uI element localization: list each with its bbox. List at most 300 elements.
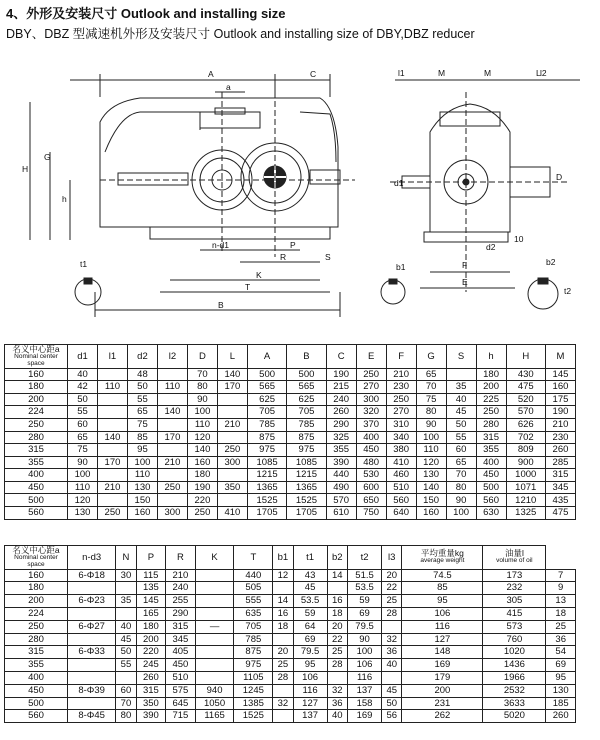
table-cell: 355 <box>5 659 68 672</box>
table-cell <box>195 633 234 646</box>
table-cell <box>157 444 187 457</box>
table-cell: 100 <box>446 507 476 520</box>
table-cell: 565 <box>247 381 286 394</box>
table-cell: 280 <box>476 418 506 431</box>
table-cell: 1215 <box>247 469 286 482</box>
dim-label-A: A <box>208 69 214 79</box>
table-cell: 260 <box>545 444 575 457</box>
table-cell: 75 <box>127 418 157 431</box>
table-cell: 975 <box>234 659 273 672</box>
table-cell: 1050 <box>195 697 234 710</box>
table-row <box>5 697 576 710</box>
table-cell: 45 <box>293 582 327 595</box>
table-cell: 110 <box>68 481 98 494</box>
col-header: G <box>416 345 446 369</box>
table-cell: 53.5 <box>347 582 381 595</box>
table-cell: 785 <box>287 418 326 431</box>
table-cell: 975 <box>287 444 326 457</box>
table-cell: 270 <box>356 381 386 394</box>
table-cell: 405 <box>166 646 196 659</box>
dim-label-S: S <box>325 252 331 262</box>
table-cell: 570 <box>326 494 356 507</box>
table-cell: 355 <box>476 444 506 457</box>
table-cell: 43 <box>293 569 327 582</box>
table-cell: 450 <box>5 684 68 697</box>
table-cell: 280 <box>5 633 68 646</box>
table-cell: 190 <box>545 406 575 419</box>
table-cell: 59 <box>347 595 381 608</box>
table-cell: 315 <box>136 684 166 697</box>
table-cell: 13 <box>546 595 576 608</box>
table-cell: 65 <box>416 368 446 381</box>
table-cell: 635 <box>234 607 273 620</box>
table-cell: 60 <box>446 444 476 457</box>
table-cell <box>195 595 234 608</box>
table-cell: 702 <box>506 431 545 444</box>
dimensions-table-2 <box>4 545 576 723</box>
dim-label-l2: l2 <box>540 68 547 78</box>
dim-label-D: D <box>556 172 563 182</box>
table-cell: 8-Φ39 <box>68 684 116 697</box>
table-cell: 809 <box>506 444 545 457</box>
table-row <box>5 368 576 381</box>
table-cell: 220 <box>187 494 217 507</box>
table-row <box>5 507 576 520</box>
table-cell: 85 <box>127 431 157 444</box>
table-cell: 110 <box>187 418 217 431</box>
col-header-center-space: 名义中心距a Nominal center space <box>5 345 68 369</box>
table-cell: 110 <box>157 381 187 394</box>
col-header: B <box>287 345 326 369</box>
table-cell: 1705 <box>287 507 326 520</box>
table-cell: 450 <box>5 481 68 494</box>
table-cell: 475 <box>506 381 545 394</box>
table-cell: 60 <box>68 418 98 431</box>
table-cell: 69 <box>293 633 327 646</box>
col-header-center-space: 名义中心距a Nominal center space <box>5 546 68 570</box>
table-cell: 245 <box>136 659 166 672</box>
table-cell: 45 <box>382 684 402 697</box>
table-cell: 1705 <box>247 507 286 520</box>
col-header: d1 <box>68 345 98 369</box>
table-cell: 79.5 <box>347 620 381 633</box>
table-cell: 224 <box>5 406 68 419</box>
table-cell: 110 <box>127 469 157 482</box>
table-cell: 573 <box>483 620 546 633</box>
table-cell: 180 <box>187 469 217 482</box>
col-header: C <box>326 345 356 369</box>
dim-label-P: P <box>290 240 296 250</box>
table-row <box>5 620 576 633</box>
table-cell <box>273 710 293 723</box>
table-cell: 130 <box>546 684 576 697</box>
table-cell: 570 <box>506 406 545 419</box>
col-header: d2 <box>127 345 157 369</box>
table-cell: 80 <box>446 481 476 494</box>
table-cell: 140 <box>97 431 127 444</box>
table-cell: 315 <box>545 469 575 482</box>
table-row <box>5 481 576 494</box>
table-cell <box>217 431 247 444</box>
table-cell <box>195 569 234 582</box>
table-cell: 500 <box>247 368 286 381</box>
col-header: b1 <box>273 546 293 570</box>
table-cell: 173 <box>483 569 546 582</box>
table-cell: 435 <box>545 494 575 507</box>
table-cell <box>116 607 136 620</box>
col-header: L <box>217 345 247 369</box>
dim-label-b1: b1 <box>396 262 406 272</box>
dim-label-K: K <box>256 270 262 280</box>
col-header: F <box>386 345 416 369</box>
table-cell: 18 <box>273 620 293 633</box>
table-cell: 95 <box>127 444 157 457</box>
table-cell: 74.5 <box>402 569 483 582</box>
table-cell <box>68 607 116 620</box>
table-cell: 250 <box>356 368 386 381</box>
table-cell: 230 <box>545 431 575 444</box>
table-cell: 140 <box>187 444 217 457</box>
table-cell: 35 <box>116 595 136 608</box>
table-row <box>5 582 576 595</box>
table-cell <box>68 697 116 710</box>
table-cell: 55 <box>127 393 157 406</box>
table-cell: 6-Φ33 <box>68 646 116 659</box>
table-cell: 169 <box>347 710 381 723</box>
dim-label-L: L <box>536 68 541 78</box>
table-cell: 440 <box>326 469 356 482</box>
table-cell: 190 <box>187 481 217 494</box>
table-cell: 1165 <box>195 710 234 723</box>
table-cell: 250 <box>217 444 247 457</box>
table-cell <box>97 406 127 419</box>
table-cell: 1325 <box>506 507 545 520</box>
table-cell: 116 <box>347 671 381 684</box>
table-cell: 1365 <box>247 481 286 494</box>
table-cell: 715 <box>166 710 196 723</box>
table-cell: 65 <box>446 456 476 469</box>
dim-label-R: R <box>280 252 287 262</box>
table-cell: 705 <box>247 406 286 419</box>
table-cell <box>217 469 247 482</box>
table-cell: 18 <box>546 607 576 620</box>
table-cell: 500 <box>287 368 326 381</box>
dim-label-C: C <box>310 69 317 79</box>
table-cell: 625 <box>287 393 326 406</box>
table-cell: 230 <box>386 381 416 394</box>
table-cell: 225 <box>476 393 506 406</box>
table-cell: 165 <box>136 607 166 620</box>
table-cell: 20 <box>273 646 293 659</box>
table-cell: 705 <box>287 406 326 419</box>
dim-label-d1: d1 <box>394 178 404 188</box>
table-cell: 170 <box>97 456 127 469</box>
table-cell: 25 <box>382 595 402 608</box>
table-row <box>5 469 576 482</box>
table-cell: 210 <box>386 368 416 381</box>
table-cell: 450 <box>166 659 196 672</box>
table-cell: 65 <box>68 431 98 444</box>
table-cell: 575 <box>166 684 196 697</box>
col-header: E <box>356 345 386 369</box>
table-cell <box>97 418 127 431</box>
col-header: l3 <box>382 546 402 570</box>
table-cell: 40 <box>68 368 98 381</box>
table-row <box>5 646 576 659</box>
table-cell: 224 <box>5 607 68 620</box>
table-cell: 350 <box>136 697 166 710</box>
table-cell: 95 <box>293 659 327 672</box>
table-cell: 85 <box>402 582 483 595</box>
table-cell: 106 <box>402 607 483 620</box>
table-cell: 16 <box>273 607 293 620</box>
table-cell <box>273 684 293 697</box>
table-cell: 32 <box>382 633 402 646</box>
dim-label-H: H <box>22 164 29 174</box>
table-cell: 42 <box>68 381 98 394</box>
dim-label-t2: t2 <box>564 286 572 296</box>
dim-label-F: F <box>462 260 468 270</box>
table-cell: 60 <box>116 684 136 697</box>
dimensions-table-1 <box>4 344 576 520</box>
table-cell: 231 <box>402 697 483 710</box>
table-cell <box>157 494 187 507</box>
col-header: D <box>187 345 217 369</box>
table-cell: 1210 <box>506 494 545 507</box>
table-cell: 140 <box>416 481 446 494</box>
table-cell: 25 <box>546 620 576 633</box>
table-cell: 290 <box>326 418 356 431</box>
table-cell: 180 <box>136 620 166 633</box>
table-cell: 350 <box>217 481 247 494</box>
table-cell: 90 <box>347 633 381 646</box>
table-cell: 490 <box>326 481 356 494</box>
table-cell: 116 <box>402 620 483 633</box>
table-cell: 70 <box>187 368 217 381</box>
table-cell: 1000 <box>506 469 545 482</box>
table-cell: 14 <box>273 595 293 608</box>
table-cell: 250 <box>5 418 68 431</box>
table-cell: 90 <box>187 393 217 406</box>
table-cell: 560 <box>386 494 416 507</box>
table-row <box>5 671 576 684</box>
table-cell: — <box>195 620 234 633</box>
table-cell: 555 <box>234 595 273 608</box>
table-cell: 120 <box>187 431 217 444</box>
table-cell: 8-Φ45 <box>68 710 116 723</box>
table-cell: 975 <box>247 444 286 457</box>
table-cell: 250 <box>386 393 416 406</box>
table-cell <box>217 494 247 507</box>
table-row <box>5 659 576 672</box>
table-cell: 500 <box>5 494 68 507</box>
col-header: S <box>446 345 476 369</box>
table-cell <box>68 633 116 646</box>
table-cell: 140 <box>157 406 187 419</box>
table-cell: 55 <box>68 406 98 419</box>
dim-label-d2: d2 <box>486 242 496 252</box>
table-cell: 55 <box>446 431 476 444</box>
table-cell: 22 <box>327 633 347 646</box>
table-cell: 875 <box>247 431 286 444</box>
table-cell: 3633 <box>483 697 546 710</box>
table-cell: 345 <box>545 481 575 494</box>
table-cell: 160 <box>416 507 446 520</box>
table-cell: 22 <box>382 582 402 595</box>
table-cell: 95 <box>546 671 576 684</box>
table-cell: 106 <box>293 671 327 684</box>
table-cell: 180 <box>476 368 506 381</box>
table-cell: 148 <box>402 646 483 659</box>
table-cell: 560 <box>5 507 68 520</box>
table-cell <box>382 620 402 633</box>
table-cell: 300 <box>157 507 187 520</box>
table-cell: 36 <box>382 646 402 659</box>
table-cell: 160 <box>5 569 68 582</box>
table-cell: 130 <box>416 469 446 482</box>
table-cell: 785 <box>234 633 273 646</box>
table-cell: 1525 <box>234 710 273 723</box>
table-cell: 50 <box>446 418 476 431</box>
table-cell: 40 <box>446 393 476 406</box>
table-cell: 80 <box>187 381 217 394</box>
table-cell: 35 <box>446 381 476 394</box>
table-cell: 1525 <box>287 494 326 507</box>
table-cell <box>273 633 293 646</box>
table-cell: 75 <box>416 393 446 406</box>
table-cell: 325 <box>326 431 356 444</box>
table-cell <box>157 393 187 406</box>
table-cell: 50 <box>116 646 136 659</box>
col-header: b2 <box>327 546 347 570</box>
table-cell: 53.5 <box>293 595 327 608</box>
table-cell: 200 <box>136 633 166 646</box>
table-cell: 120 <box>416 456 446 469</box>
table-cell: 28 <box>327 659 347 672</box>
table-cell: 1966 <box>483 671 546 684</box>
dim-label-G: G <box>44 152 51 162</box>
table-cell: 505 <box>234 582 273 595</box>
table-cell: 20 <box>382 569 402 582</box>
dim-label-M2: M <box>484 68 492 78</box>
table-cell: 145 <box>136 595 166 608</box>
table-cell: 2532 <box>483 684 546 697</box>
table-cell: 250 <box>476 406 506 419</box>
table-cell: 370 <box>356 418 386 431</box>
col-header-weight: 平均重量kg average weight <box>402 546 483 570</box>
table-cell: 25 <box>327 646 347 659</box>
table-cell: 610 <box>326 507 356 520</box>
table-cell <box>382 671 402 684</box>
table-cell: 100 <box>187 406 217 419</box>
table-cell: 14 <box>327 569 347 582</box>
table-cell: 315 <box>476 431 506 444</box>
table-cell: 6-Φ23 <box>68 595 116 608</box>
table-row <box>5 710 576 723</box>
table-cell: 1525 <box>247 494 286 507</box>
table-row <box>5 418 576 431</box>
table-cell: 100 <box>347 646 381 659</box>
table-cell: 200 <box>5 393 68 406</box>
table-cell: 69 <box>347 607 381 620</box>
dim-label-h: h <box>62 194 67 204</box>
table-row <box>5 569 576 582</box>
table-cell: 12 <box>273 569 293 582</box>
table-cell: 90 <box>416 418 446 431</box>
table-cell: 210 <box>97 481 127 494</box>
table-cell: 875 <box>287 431 326 444</box>
table-cell: 70 <box>116 697 136 710</box>
table-cell: 45 <box>446 406 476 419</box>
table-cell: 160 <box>5 368 68 381</box>
table-row <box>5 456 576 469</box>
table-cell: 6-Φ18 <box>68 569 116 582</box>
table-cell: 305 <box>483 595 546 608</box>
table-cell: 18 <box>327 607 347 620</box>
table-cell: 106 <box>347 659 381 672</box>
table-cell: 290 <box>166 607 196 620</box>
table-cell: 50 <box>382 697 402 710</box>
table-cell <box>97 393 127 406</box>
table-cell: 520 <box>506 393 545 406</box>
table-cell: 270 <box>386 406 416 419</box>
table-cell: 130 <box>127 481 157 494</box>
col-header: P <box>136 546 166 570</box>
table-cell: 170 <box>157 431 187 444</box>
table-cell: 310 <box>386 418 416 431</box>
table-cell: 28 <box>382 607 402 620</box>
table-cell: 250 <box>97 507 127 520</box>
col-header: t2 <box>347 546 381 570</box>
table-cell: 100 <box>416 431 446 444</box>
table-cell <box>195 607 234 620</box>
table-cell: 90 <box>68 456 98 469</box>
table-cell: 500 <box>476 481 506 494</box>
table-cell: 65 <box>127 406 157 419</box>
table-row <box>5 633 576 646</box>
table-cell: 1245 <box>234 684 273 697</box>
table-cell: 116 <box>293 684 327 697</box>
table-cell: 70 <box>446 469 476 482</box>
table-cell: 460 <box>386 469 416 482</box>
table-cell: 20 <box>327 620 347 633</box>
table-cell: 630 <box>476 507 506 520</box>
table-cell: 650 <box>356 494 386 507</box>
table-cell: 75 <box>68 444 98 457</box>
table-cell: 210 <box>545 418 575 431</box>
table-cell <box>157 418 187 431</box>
table-cell: 345 <box>166 633 196 646</box>
table-cell: 135 <box>136 582 166 595</box>
table-cell: 645 <box>166 697 196 710</box>
table-cell: 1436 <box>483 659 546 672</box>
table-cell: 100 <box>68 469 98 482</box>
table-cell: 158 <box>347 697 381 710</box>
table-cell: 1020 <box>483 646 546 659</box>
table-cell: 80 <box>416 406 446 419</box>
table-cell <box>195 671 234 684</box>
table-cell: 32 <box>327 684 347 697</box>
table-cell: 300 <box>356 393 386 406</box>
table-cell: 120 <box>68 494 98 507</box>
table-cell: 6-Φ27 <box>68 620 116 633</box>
table-cell: 64 <box>293 620 327 633</box>
table-cell: 315 <box>5 646 68 659</box>
dim-label-M1: M <box>438 68 446 78</box>
table-cell: 250 <box>157 481 187 494</box>
dim-label-nd: n-d1 <box>212 240 230 250</box>
table-cell: 50 <box>127 381 157 394</box>
